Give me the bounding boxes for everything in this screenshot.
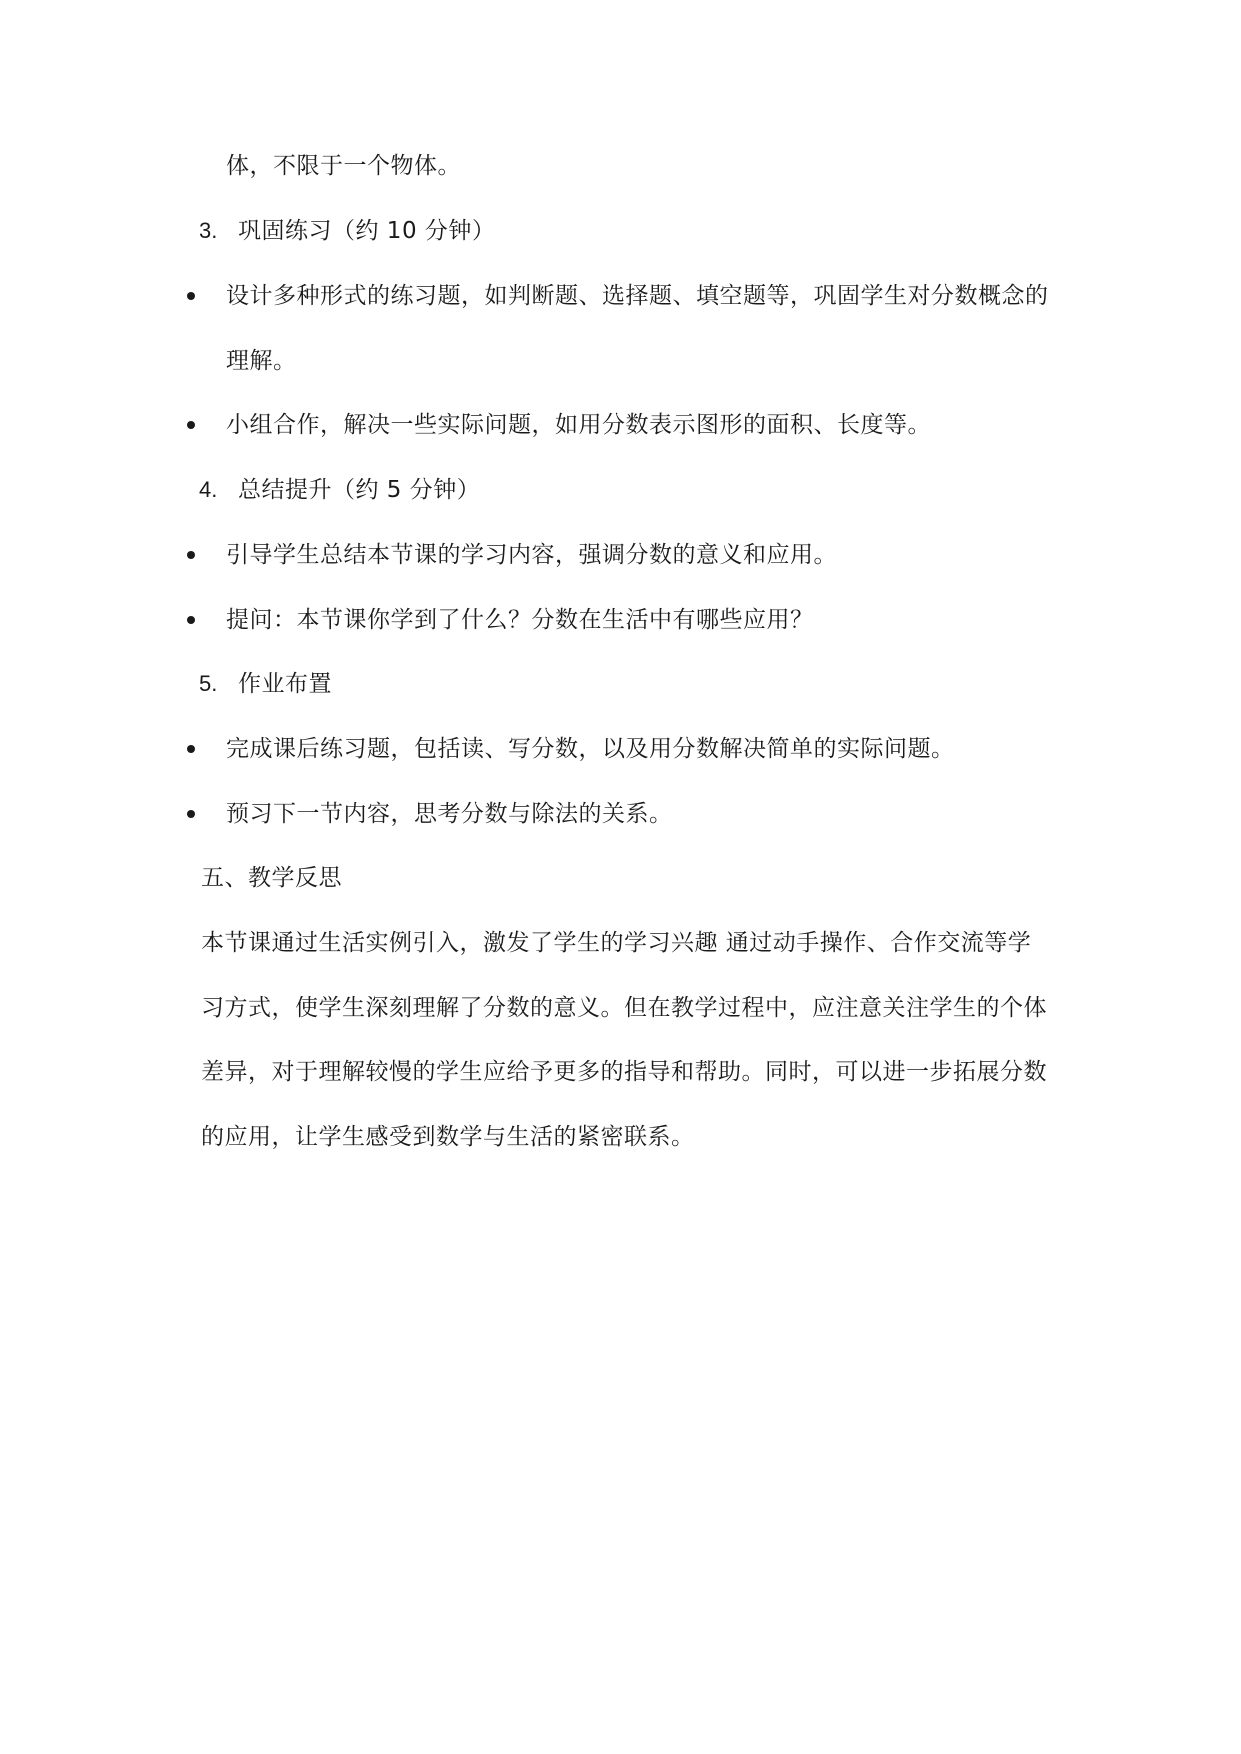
step-3-bullet-1-line-1: 设计多种形式的练习题，如判断题、选择题、填空题等，巩固学生对分数概念的 — [226, 283, 1049, 309]
paragraph-line: 本节课通过生活实例引入，激发了学生的学习兴趣 通过动手操作、合作交流等学 — [201, 930, 1032, 956]
step-4-number: 4. — [199, 477, 218, 502]
section-heading: 五、教学反思 — [201, 865, 342, 891]
step-3-bullet-1-line-2: 理解。 — [226, 348, 297, 374]
bullet-icon — [187, 810, 195, 818]
step-5-bullet-1: 完成课后练习题，包括读、写分数，以及用分数解决简单的实际问题。 — [226, 736, 955, 762]
step-5-title: 作业布置 — [238, 671, 332, 697]
bullet-icon — [187, 421, 195, 429]
continuation-text: 体，不限于一个物体。 — [226, 153, 461, 179]
step-3-title: 巩固练习（约 10 分钟） — [238, 218, 496, 244]
step-4-title: 总结提升（约 5 分钟） — [238, 477, 481, 503]
bullet-icon — [187, 551, 195, 559]
step-4-bullet-1: 引导学生总结本节课的学习内容，强调分数的意义和应用。 — [226, 542, 837, 568]
step-5-number: 5. — [199, 671, 218, 696]
step-5-bullet-2: 预习下一节内容，思考分数与除法的关系。 — [226, 801, 673, 827]
bullet-icon — [187, 616, 195, 624]
step-4-bullet-2: 提问：本节课你学到了什么？分数在生活中有哪些应用？ — [226, 607, 814, 633]
paragraph-line: 习方式，使学生深刻理解了分数的意义。但在教学过程中，应注意关注学生的个体 — [201, 995, 1047, 1021]
bullet-icon — [187, 292, 195, 300]
step-3-bullet-2: 小组合作，解决一些实际问题，如用分数表示图形的面积、长度等。 — [226, 412, 931, 438]
paragraph-line: 的应用，让学生感受到数学与生活的紧密联系。 — [201, 1124, 695, 1150]
paragraph-line: 差异，对于理解较慢的学生应给予更多的指导和帮助。同时，可以进一步拓展分数 — [201, 1059, 1047, 1085]
bullet-icon — [187, 745, 195, 753]
step-3-number: 3. — [199, 218, 218, 243]
